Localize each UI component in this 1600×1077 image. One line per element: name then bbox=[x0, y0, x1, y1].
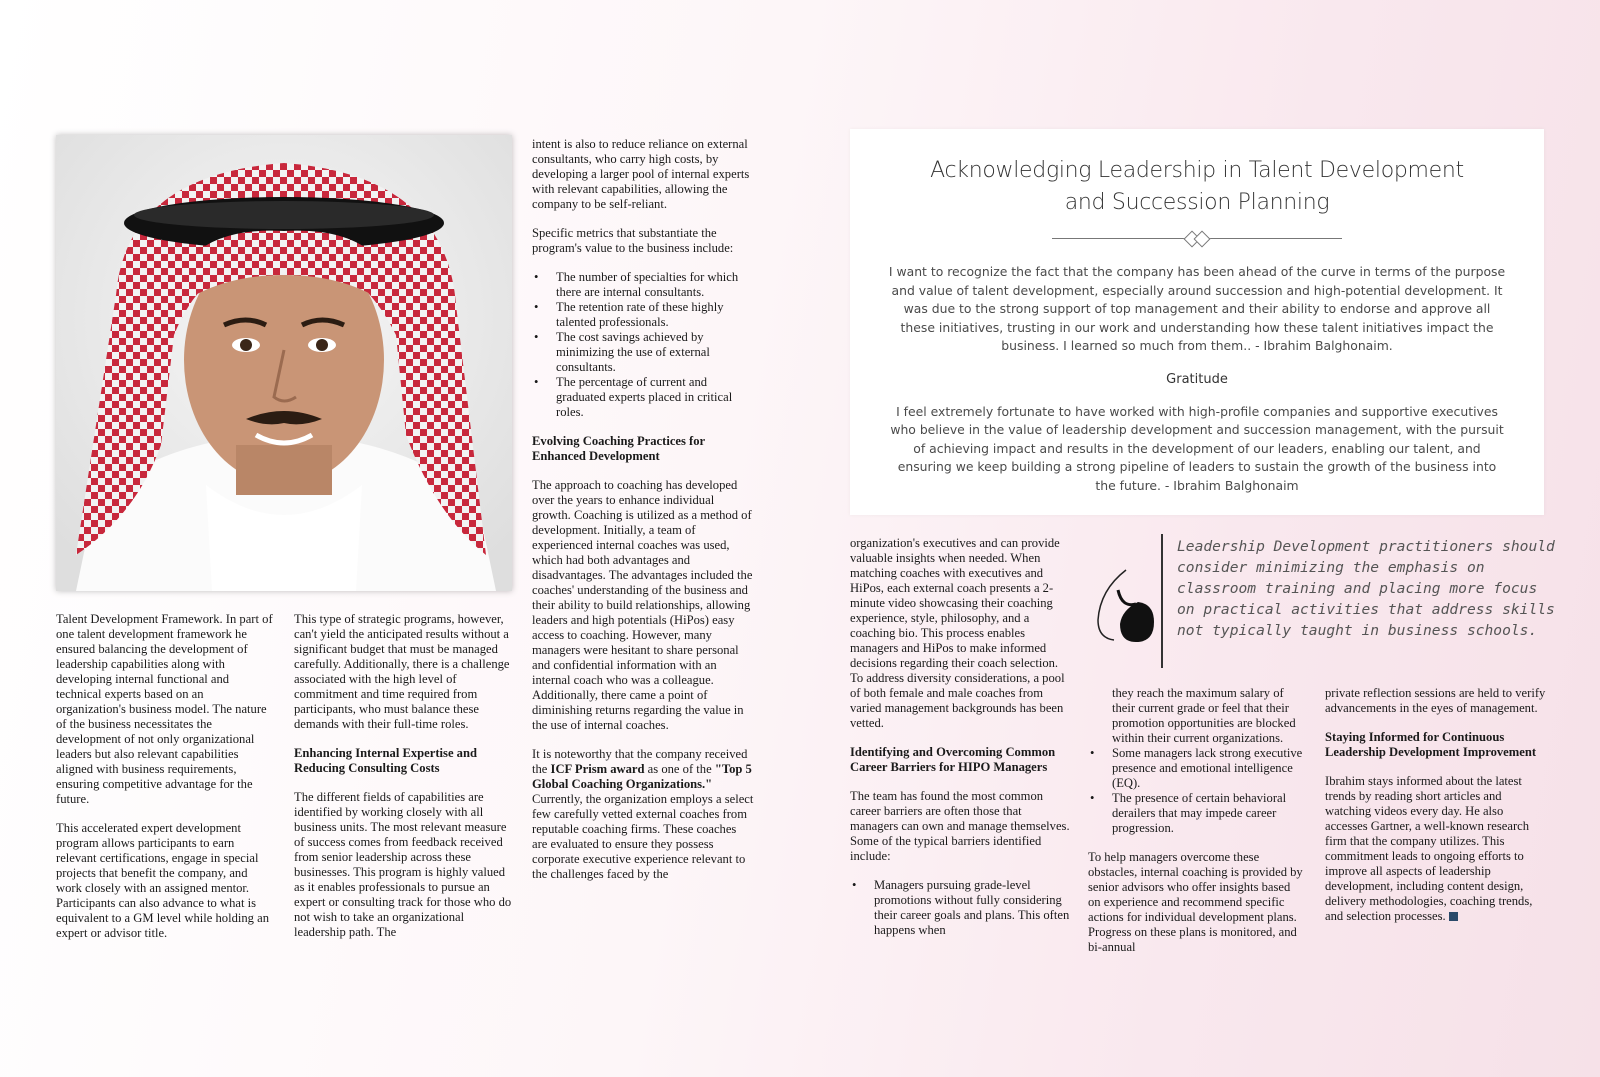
acknowledgement-panel bbox=[850, 129, 1544, 515]
bullet-list bbox=[850, 878, 1070, 938]
section-heading: Enhancing Internal Expertise and Reducing Consulting Costs bbox=[294, 746, 477, 775]
list-item: • The number of specialties for which there are internal consultants. bbox=[532, 270, 754, 300]
paragraph bbox=[1325, 774, 1547, 924]
panel-title-line: and Succession Planning bbox=[1064, 190, 1330, 215]
paragraph: Talent Development Framework. In part of one talent development framework he ensured balancing the development of leadership capabilities along with developing internal functional and technical experts based on an organization's business model. The nature of the business necessitates the development of not only organizational leaders but also relevant capabilities aligned with business requirements, ensuring competitive advantage for the future. bbox=[56, 612, 273, 806]
section-heading: Identifying and Overcoming Common Career Barriers for HIPO Managers bbox=[850, 745, 1056, 774]
end-mark-icon bbox=[1449, 912, 1458, 921]
list-item: • Managers pursuing grade-level promotions without fully considering their career goals and plans. This often happens when bbox=[850, 878, 1070, 938]
award-name: ICF Prism award bbox=[550, 762, 645, 776]
text-run: as one of the bbox=[644, 762, 715, 776]
right-column-2 bbox=[1088, 686, 1306, 969]
portrait-photo bbox=[56, 135, 512, 591]
list-item: • The retention rate of these highly talented professionals. bbox=[532, 300, 754, 330]
paragraph: organization's executives and can provide valuable insights when needed. When matching coaches with executives and HiPos, each external coach presents a 2-minute video showcasing their coaching experience, style, philosophy, and a coaching bio. This process enables managers and HiPos to make informed decisions regarding their coach selection. To address diversity considerations, a pool of both female and male coaches from varied management backgrounds has been vetted. bbox=[850, 536, 1065, 730]
panel-title bbox=[850, 155, 1544, 219]
list-item-continued: they reach the maximum salary of their current grade or feel that their promotion opportunities are blocked within their current organizations. bbox=[1112, 686, 1296, 745]
left-column-2 bbox=[294, 612, 512, 954]
paragraph: Specific metrics that substantiate the program's value to the business include: bbox=[532, 226, 734, 255]
quote-divider bbox=[1161, 534, 1163, 668]
section-heading: Evolving Coaching Practices for Enhanced Development bbox=[532, 434, 705, 463]
paragraph: The different fields of capabilities are identified by working closely with all business units. The most relevant measure of success comes from feedback received from senior leadership across these businesses. This program is highly valued as it enables professionals to pursue an expert or consulting track for those who do not wish to take an organizational leadership path. The bbox=[294, 790, 512, 939]
award-title: "Top 5 Global Coaching Organizations." bbox=[532, 762, 752, 791]
paragraph: The approach to coaching has developed over the years to enhance individual growth. Coaching is utilized as a method of development. Initially, a team of experienced internal coaches was used, which had both advantages and disadvantages. The advantages included the coaches' understanding of the business and their ability to build relationships, allowing leaders and high potentials (HiPos) easy access to coaching. However, many managers were hesitant to share personal and confidential information with an internal coach who was a colleague. Additionally, there came a point of diminishing returns regarding the value in the use of internal coaches. bbox=[532, 478, 753, 732]
text-run: Currently, the organization employs a select few carefully vetted external coaches from reputable coaching firms. These coaches are evaluated to ensure they possess corporate executive experience relevant to the challenges faced by the bbox=[532, 792, 754, 881]
right-column-3 bbox=[1325, 686, 1547, 938]
left-column-1 bbox=[56, 612, 274, 955]
panel-paragraph: I feel extremely fortunate to have worked with high-profile companies and supportive executives who believe in the value of leadership development and succession management, with the pursuit of achieving impact and results in the development of our leaders, enabling our talent, and ensuring we keep building a strong pipeline of leaders to sustain the growth of the business into the future. - Ibrahim Balghonaim bbox=[890, 403, 1504, 493]
paragraph: The team has found the most common career barriers are often those that managers can own and manage themselves. Some of the typical barriers identified include: bbox=[850, 789, 1070, 863]
paragraph: private reflection sessions are held to verify advancements in the eyes of management. bbox=[1325, 686, 1546, 715]
right-column-1 bbox=[850, 536, 1070, 952]
pull-quote: Leadership Development practitioners should consider minimizing the emphasis on classroom training and placing more focus on practical activities that address skills not typically taught in business schools. bbox=[1177, 538, 1555, 639]
bullet-list bbox=[1088, 686, 1306, 836]
text-run: Ibrahim stays informed about the latest trends by reading short articles and watching videos every day. He also accesses Gartner, a well-known research firm that the company utilizes. This commitment leads to ongoing efforts to improve all aspects of leadership development, including content design, delivery methodologies, coaching trends, and selection processes. bbox=[1325, 774, 1533, 923]
paragraph bbox=[532, 747, 754, 882]
panel-subheading: Gratitude bbox=[1166, 371, 1228, 387]
list-item: • The percentage of current and graduated experts placed in critical roles. bbox=[532, 375, 754, 420]
list-item: • Some managers lack strong executive presence and emotional intelligence (EQ). bbox=[1088, 746, 1306, 791]
panel-title-line: Acknowledging Leadership in Talent Development bbox=[930, 158, 1464, 183]
paragraph: intent is also to reduce reliance on external consultants, who carry high costs, by developing a larger pool of internal experts with relevant capabilities, allowing the company to be self-reliant. bbox=[532, 137, 750, 211]
quote-mark-icon bbox=[1092, 560, 1156, 650]
section-heading: Staying Informed for Continuous Leadership Development Improvement bbox=[1325, 730, 1537, 759]
paragraph: This accelerated expert development program allows participants to earn relevant certifications, engage in special projects that benefit the company, and work closely with an assigned mentor. Participants can also advance to what is equivalent to a GM level while holding an expert or advisor title. bbox=[56, 821, 269, 940]
bullet-list bbox=[532, 270, 754, 420]
panel-paragraph: I want to recognize the fact that the company has been ahead of the curve in terms of the purpose and value of talent development, especially around succession and high-potential development. It was due to the strong support of top management and their ability to endorse and approve all these initiatives, trusting in our work and understanding how these talent initiatives impact the business. I learned so much from them.. - Ibrahim Balghonaim. bbox=[888, 264, 1506, 353]
paragraph: This type of strategic programs, however, can't yield the anticipated results without a significant budget that must be managed carefully. Additionally, there is a challenge associated with the high level of commitment and time required from participants, who must balance these demands with their full-time roles. bbox=[294, 612, 510, 731]
left-column-3 bbox=[532, 137, 754, 896]
paragraph: To help managers overcome these obstacles, internal coaching is provided by senior advisors who offer insights based on experience and recommend specific actions for individual development plans. Progress on these plans is monitored, and bi-annual bbox=[1088, 850, 1303, 954]
list-item: • The presence of certain behavioral derailers that may impede career progression. bbox=[1088, 791, 1306, 836]
text-run: It is noteworthy that the company received the bbox=[532, 747, 748, 776]
ornamental-divider bbox=[1052, 231, 1342, 245]
list-item: • The cost savings achieved by minimizing the use of external consultants. bbox=[532, 330, 754, 375]
